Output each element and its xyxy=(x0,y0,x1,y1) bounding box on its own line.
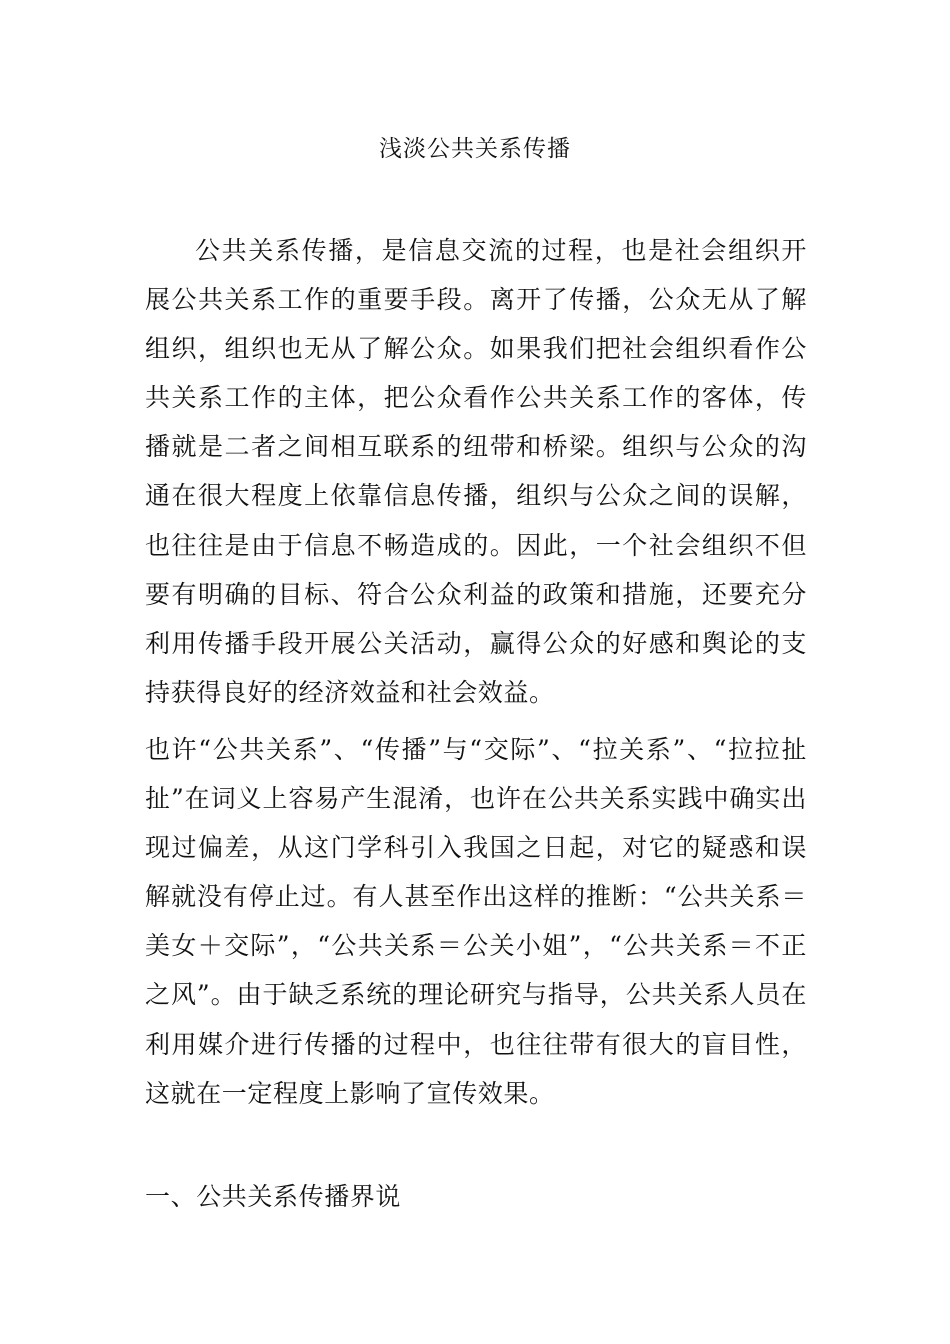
section-heading-1: 一、公共关系传播界说 xyxy=(145,1182,402,1211)
document-title: 浅淡公共关系传播 xyxy=(379,136,571,162)
paragraph-misconceptions: 也许“公共关系”、“传播”与“交际”、“拉关系”、“拉拉扯扯”在词义上容易产生混淆，也许在公共关系实践中确实出现过偏差，从这门学科引入我国之日起，对它的疑惑和误解就没有停止过。有人甚至作出这样的推断：“公共关系＝美女＋交际”，“公共关系＝公关小姐”，“公共关系＝不正之风”。由于缺乏系统的理论研究与指导，公共关系人员在利用媒介进行传播的过程中，也往往带有很大的盲目性，这就在一定程度上影响了宣传效果。 xyxy=(145,735,807,1108)
paragraph-intro: 公共关系传播，是信息交流的过程，也是社会组织开展公共关系工作的重要手段。离开了传播，公众无从了解组织，组织也无从了解公众。如果我们把社会组织看作公共关系工作的主体，把公众看作公共关系工作的客体，传播就是二者之间相互联系的纽带和桥梁。组织与公众的沟通在很大程度上依靠信息传播，组织与公众之间的误解，也往往是由于信息不畅造成的。因此，一个社会组织不但要有明确的目标、符合公众利益的政策和措施，还要充分利用传播手段开展公关活动，赢得公众的好感和舆论的支持获得良好的经济效益和社会效益。 xyxy=(145,236,807,707)
